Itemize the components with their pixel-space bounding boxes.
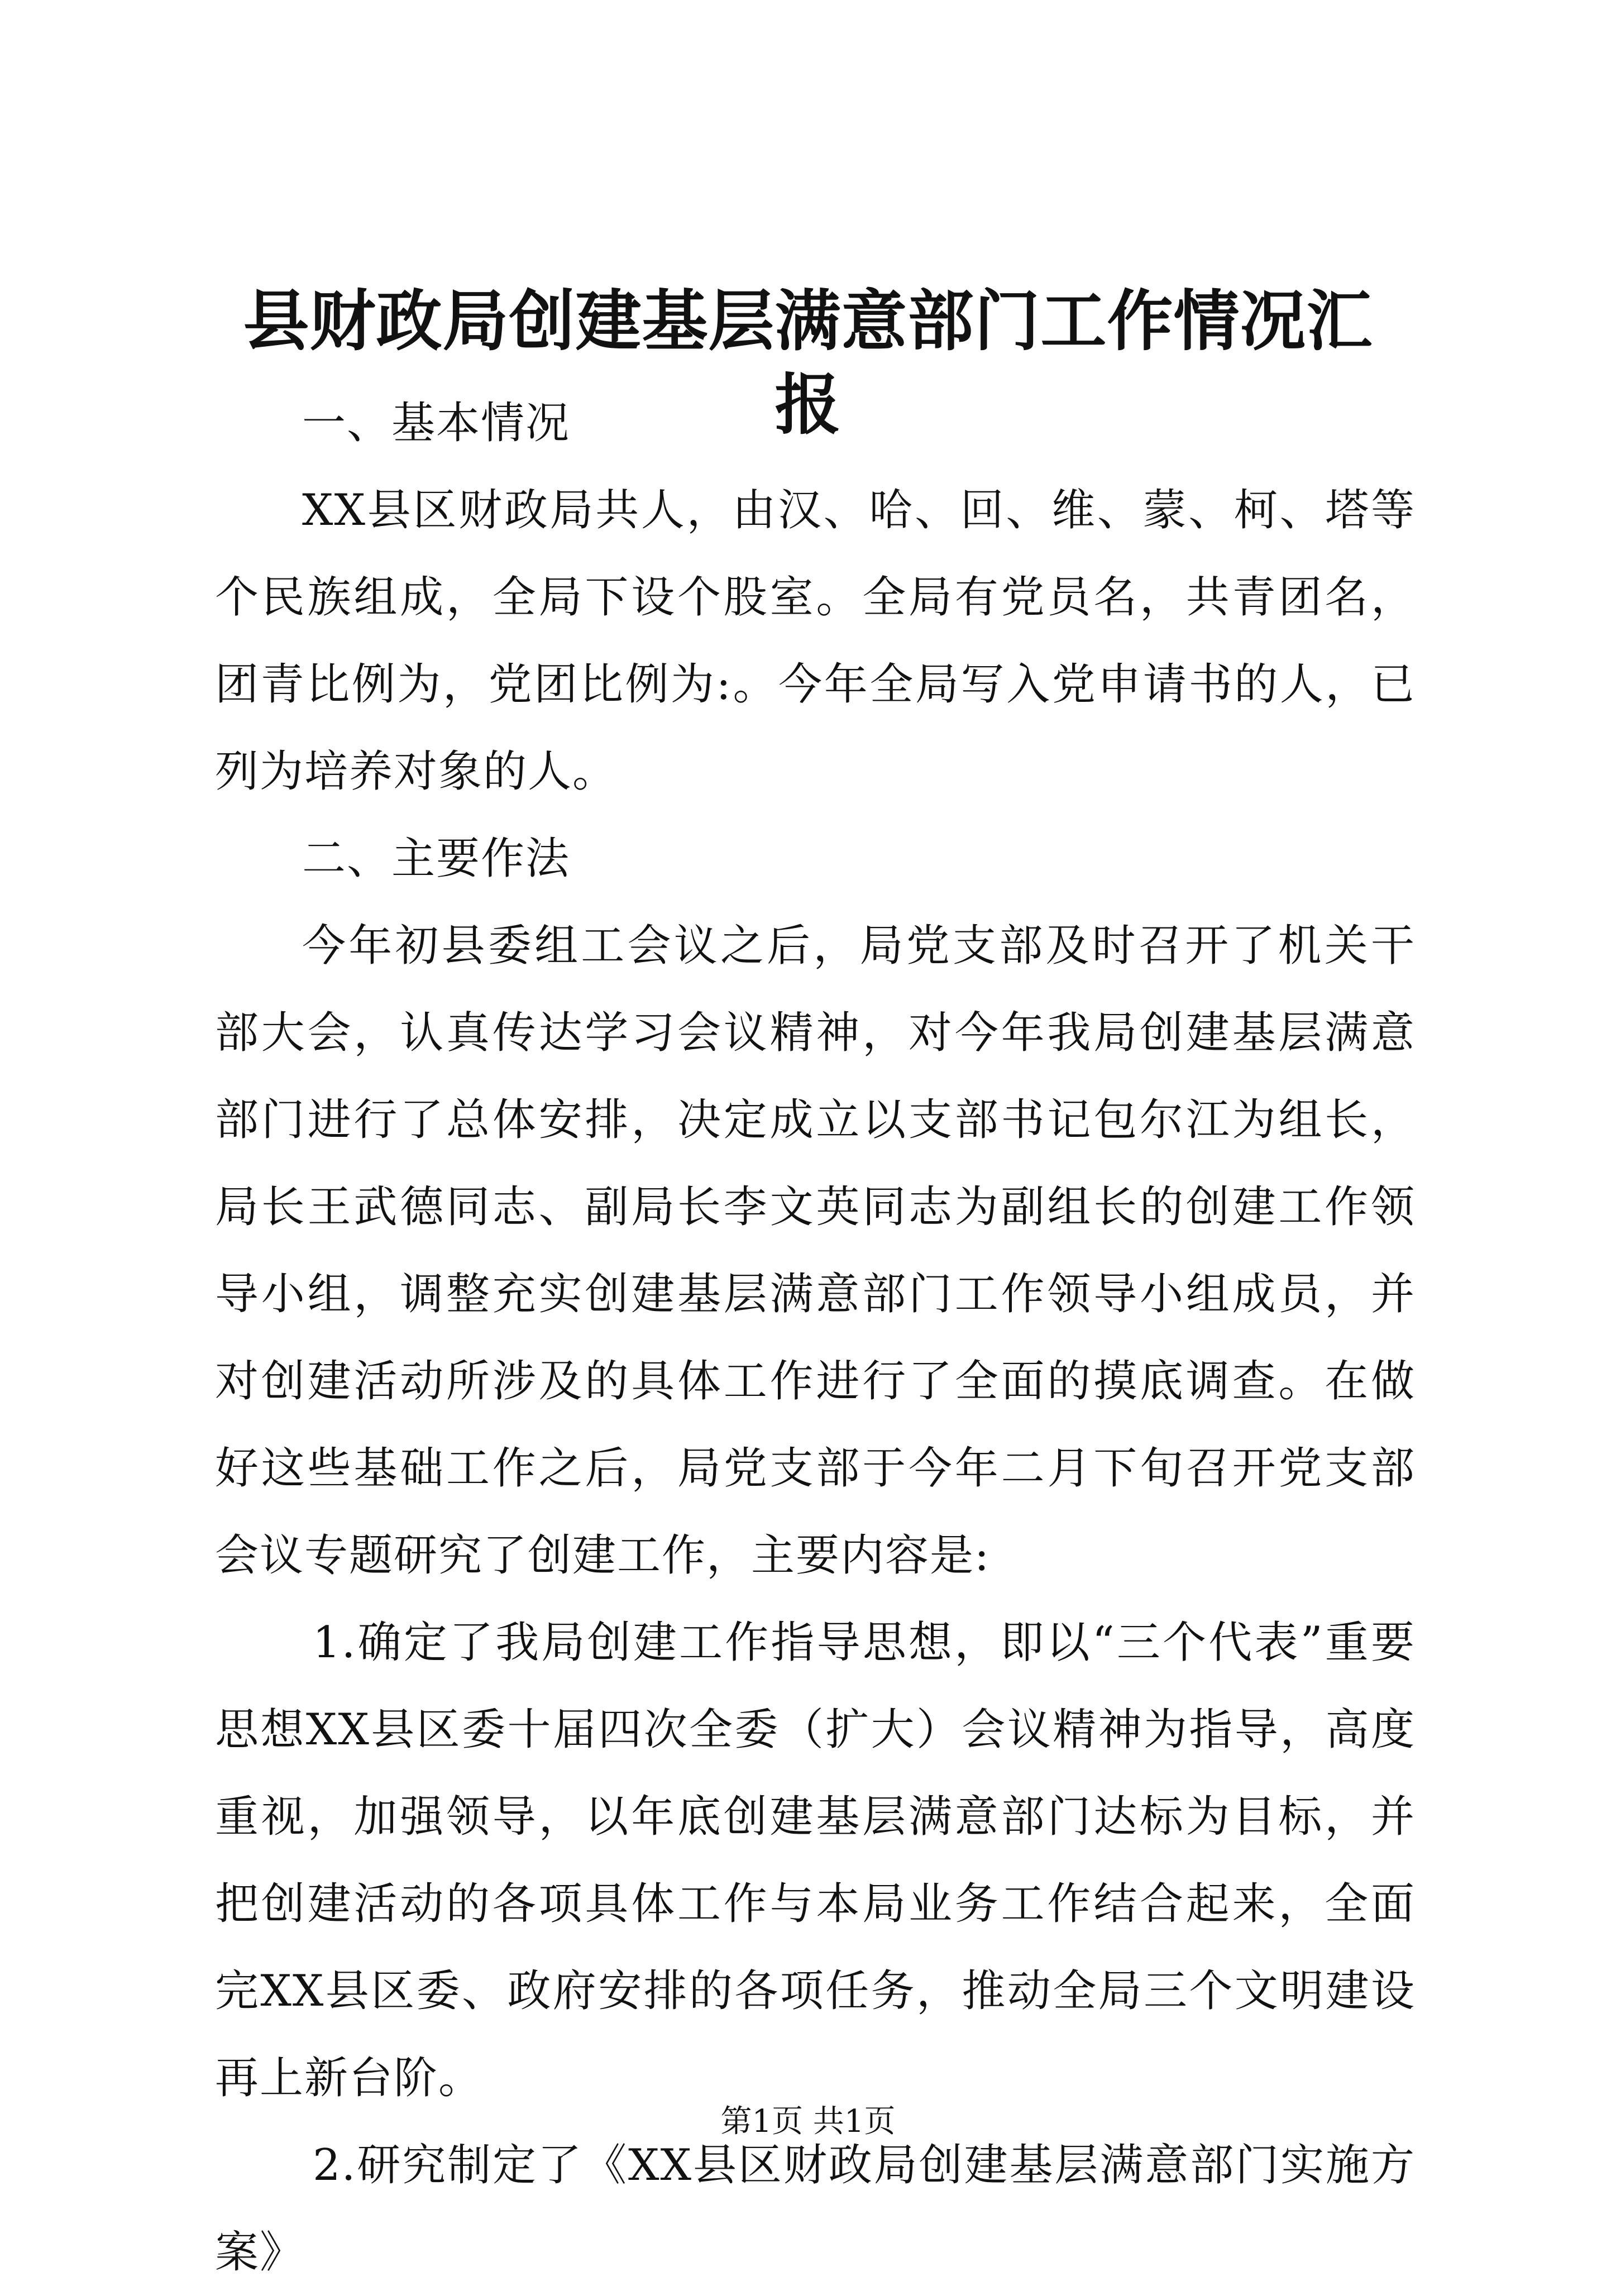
paragraph-main-practices: 今年初县委组工会议之后，局党支部及时召开了机关干部大会，认真传达学习会议精神，对今年我局创建基层满意部门进行了总体安排，决定成立以支部书记包尔江为组长，局长王武德同志、副局长李文英同志为副组长的创建工作领导小组，调整充实创建基层满意部门工作领导小组成员，并对创建活动所涉及的具体工作进行了全面的摸底调查。在做好这些基础工作之后，局党支部于今年二月下旬召开党支部会议专题研究了创建工作，主要内容是:	[215, 921, 1416, 1581]
section-heading-main-practices: 二、主要作法	[302, 834, 571, 884]
document-title: 县财政局创建基层满意部门工作情况汇报	[243, 283, 1373, 443]
section-heading-basic-info: 一、基本情况	[302, 398, 571, 448]
paragraph-basic-info: XX县区财政局共人，由汉、哈、回、维、蒙、柯、塔等个民族组成，全局下设个股室。全局有党员名，共青团名，团青比例为，党团比例为:。今年全局写入党申请书的人，已列为培养对象的人。	[215, 485, 1416, 797]
page-number-footer: 第1页 共1页	[720, 2103, 896, 2140]
numbered-item-1: 1.确定了我局创建工作指导思想，即以“三个代表”重要思想XX县区委十届四次全委（扩大）会议精神为指导，高度重视，加强领导，以年底创建基层满意部门达标为目标，并把创建活动的各项具体工作与本局业务工作结合起来，全面完XX县区委、政府安排的各项任务，推动全局三个文明建设再上新台阶。	[215, 1618, 1416, 2103]
document-body	[215, 380, 1416, 2296]
numbered-item-2: 2.研究制定了《XX县区财政局创建基层满意部门实施方案》	[215, 2140, 1416, 2278]
